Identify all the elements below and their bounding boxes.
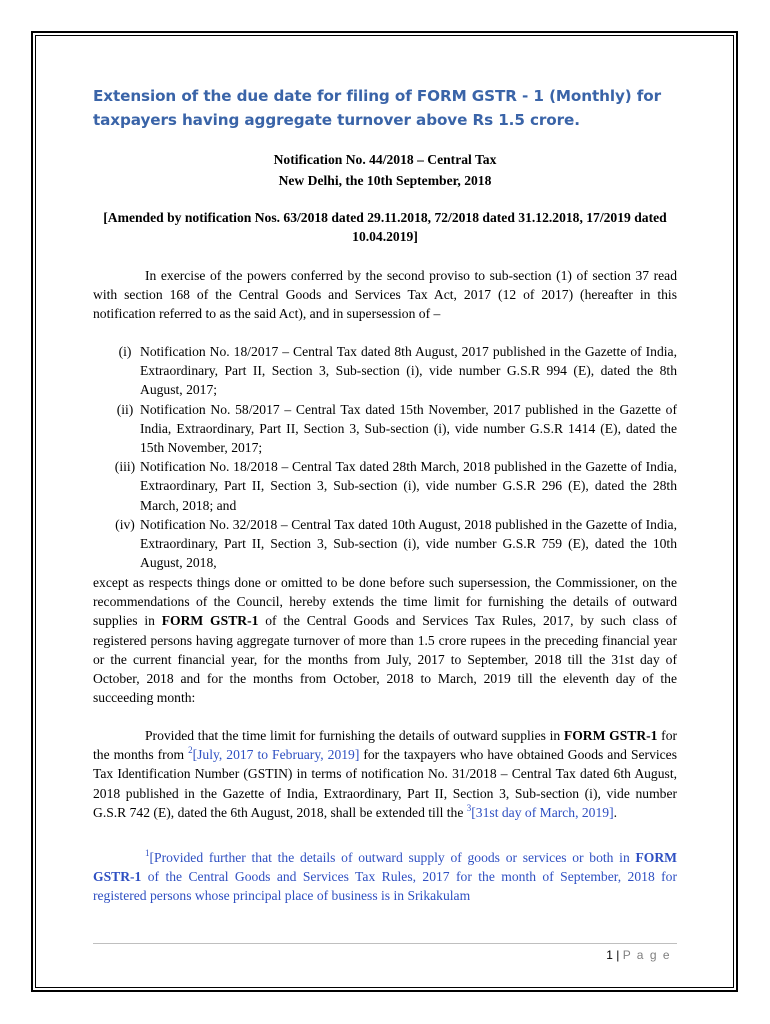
proviso-paragraph: Provided that the time limit for furnishing the details of outward supplies in FORM GSTR-1 for the months from $^2$[July, 2017 to February, 2019] for the taxpayers who have obtained Goods and Services Tax Identification Number (GSTIN) in terms of notification No. 31/2018 – Central Tax dated 6th August, 2018 published in the Gazette of India, Extraordinary, Part II, Section 3, Sub-section (i), vide number G.S.R 742 (E), dated the 6th August, 2018, shall be extended till the $^3$[31st day of March, 2019].	[93, 728, 678, 820]
intro-paragraph: In exercise of the powers conferred by the second proviso to sub-section (1) of section 37 read with section 168 of the Central Goods and Services Tax Act, 2017 (12 of 2017) (hereafter in this notification referred to as the said Act), and in supersession of –	[93, 268, 677, 322]
list-item-text: Notification No. 58/2017 – Central Tax dated 15th November, 2017 published in the Gazette of India, Extraordinary, Part II, Section 3, Sub-section (i), vide number G.S.R 1414 (E), dated the 15th November, 2017;	[140, 401, 677, 456]
form-reference: FORM GSTR-1	[563, 728, 658, 743]
form-reference: FORM GSTR-1	[93, 850, 677, 885]
page-footer	[606, 948, 671, 962]
footnote-marker: 2	[188, 745, 193, 756]
list-item-text: Notification No. 18/2017 – Central Tax dated 8th August, 2017 published in the Gazette of India, Extraordinary, Part II, Section 3, Sub-section (i), vide number G.S.R 994 (E), dated the 8th August, 2017;	[140, 344, 677, 398]
place-date: New Delhi, the 10th September, 2018	[278, 173, 492, 188]
list-item-number: (ii)	[116, 401, 134, 417]
footer-divider	[93, 943, 677, 944]
footnote-marker: 3	[466, 802, 472, 813]
document-title: Extension of the due date for filing of FORM GSTR - 1 (Monthly) for taxpayers having aggregate turnover above Rs 1.5 crore.	[93, 87, 662, 129]
footnote-marker: 1	[145, 848, 150, 858]
page-number: 1	[606, 948, 613, 962]
footer-separator: |	[616, 948, 620, 962]
list-item-number: (iv)	[115, 516, 135, 532]
form-reference: FORM GSTR-1	[161, 613, 259, 629]
list-item	[106, 342, 677, 400]
amended-text: [July, 2017 to February, 2019]	[192, 747, 360, 763]
second-proviso-paragraph: $^1$[Provided further that the details of outward supply of goods or services or both in FORM GSTR-1 of the Central Goods and Services Tax Rules, 2017 for the month of September, 2018 for registered persons whose principal place of business is in Srikakulam	[93, 848, 677, 904]
list-item-text: Notification No. 18/2018 – Central Tax dated 28th March, 2018 published in the Gazette of India, Extraordinary, Part II, Section 3, Sub-section (i), vide number G.S.R 296 (E), dated the 28th March, 2018; and	[140, 459, 677, 513]
operative-paragraph: except as respects things done or omitted to be done before such supersession, the Commissioner, on the recommendations of the Council, hereby extends the time limit for furnishing the details of outward supplies in FORM GSTR-1 of the Central Goods and Services Tax Rules, 2017, by such class of registered persons having aggregate turnover of more than 1.5 crore rupees in the preceding financial year or the current financial year, for the months from July, 2017 to September, 2018 till the 31st day of October, 2018 and for the months from October, 2018 to March, 2019 till the eleventh day of the succeeding month:	[93, 575, 678, 706]
document-page	[93, 0, 677, 1024]
amendment-note: [Amended by notification Nos. 63/2018 dated 29.11.2018, 72/2018 dated 31.12.2018, 17/2019 dated 10.04.2019]	[103, 210, 667, 244]
list-item	[106, 400, 677, 458]
supersession-list	[106, 342, 677, 572]
notification-number: Notification No. 44/2018 – Central Tax	[273, 152, 497, 167]
amended-text: [31st day of March, 2019]	[471, 804, 614, 820]
list-item	[106, 457, 677, 515]
list-item-number: (iii)	[114, 459, 136, 475]
list-item-number: (i)	[118, 344, 132, 359]
page-label: P a g e	[622, 948, 671, 962]
list-item-text: Notification No. 32/2018 – Central Tax dated 10th August, 2018 published in the Gazette of India, Extraordinary, Part II, Section 3, Sub-section (i), vide number G.S.R 759 (E), dated the 10th August, 2018,	[140, 516, 677, 571]
list-item	[106, 515, 677, 573]
